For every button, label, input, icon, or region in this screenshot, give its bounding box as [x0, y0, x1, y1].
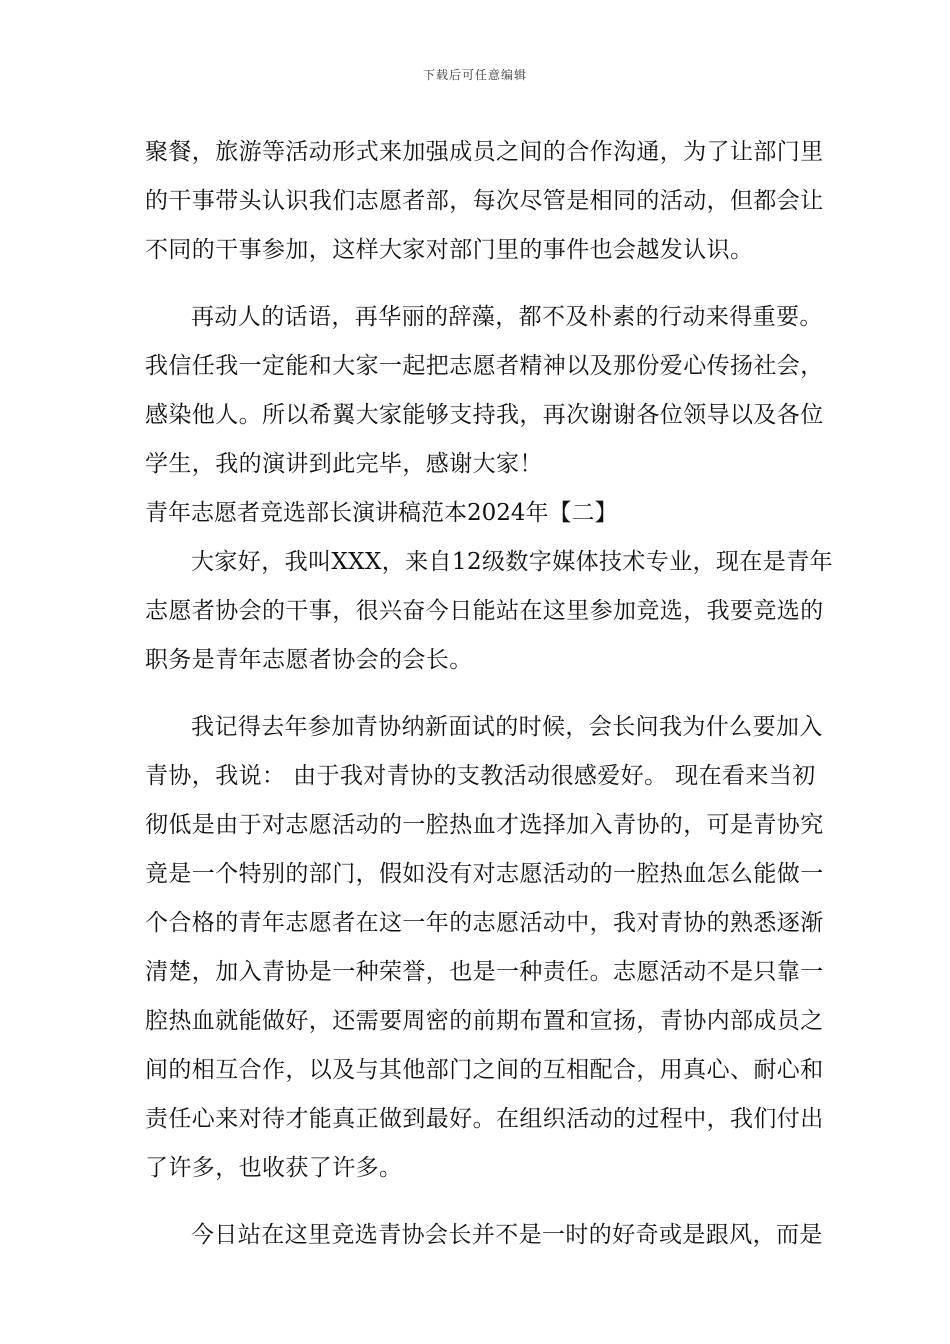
text-line: 个合格的青年志愿者在这一年的志愿活动中，我对青协的熟悉逐渐	[145, 910, 824, 936]
document-body	[145, 128, 833, 1260]
text-line: 我记得去年参加青协纳新面试的时候，会长问我为什么要加入	[191, 714, 823, 740]
paragraph	[145, 1211, 823, 1260]
text-line: 竟是一个特别的部门，假如没有对志愿活动的一腔热血怎么能做一	[145, 861, 824, 887]
paragraph	[145, 293, 824, 489]
text-line: 彻低是由于对志愿活动的一腔热血才选择加入青协的，可是青协究	[145, 812, 824, 838]
text-line: 了许多，也收获了许多。	[145, 1155, 403, 1181]
text-line: 青协，我说： 由于我对青协的支教活动很感爱好。 现在看来当初	[145, 763, 816, 789]
heading-text: 青年志愿者竞选部长演讲稿范本2024年【二】	[145, 500, 618, 526]
text-line: 职务是青年志愿者协会的会长。	[145, 647, 473, 673]
text-line: 的干事带头认识我们志愿者部，每次尽管是相同的活动，但都会让	[145, 188, 824, 214]
page-header: 下载后可任意编辑	[422, 68, 527, 82]
paragraph	[145, 538, 833, 685]
text-line: 不同的干事参加，这样大家对部门里的事件也会越发认识。	[145, 237, 754, 263]
text-line: 今日站在这里竞选青协会长并不是一时的好奇或是跟风，而是	[191, 1222, 823, 1248]
text-line: 聚餐，旅游等活动形式来加强成员之间的合作沟通，为了让部门里	[145, 139, 824, 165]
section-heading	[145, 489, 805, 538]
text-line: 感染他人。所以希翼大家能够支持我，再次谢谢各位领导以及各位	[145, 402, 824, 428]
paragraph	[145, 703, 824, 1193]
text-line: 我信任我一定能和大家一起把志愿者精神以及那份爱心传扬社会，	[145, 353, 824, 379]
text-line: 志愿者协会的干事，很兴奋今日能站在这里参加竞选，我要竞选的	[145, 598, 824, 624]
text-line: 间的相互合作，以及与其他部门之间的互相配合，用真心、耐心和	[145, 1057, 824, 1083]
text-line: 腔热血就能做好，还需要周密的前期布置和宣扬，青协内部成员之	[145, 1008, 824, 1034]
text-line: 大家好，我叫XXX，来自12级数字媒体技术专业，现在是青年	[191, 549, 833, 575]
text-line: 责任心来对待才能真正做到最好。在组织活动的过程中，我们付出	[145, 1106, 824, 1132]
text-line: 清楚，加入青协是一种荣誉，也是一种责任。志愿活动不是只靠一	[145, 959, 824, 985]
text-line: 再动人的话语，再华丽的辞藻，都不及朴素的行动来得重要。	[191, 304, 823, 330]
text-line: 学生，我的演讲到此完毕，感谢大家！	[145, 451, 543, 477]
paragraph	[145, 128, 824, 275]
